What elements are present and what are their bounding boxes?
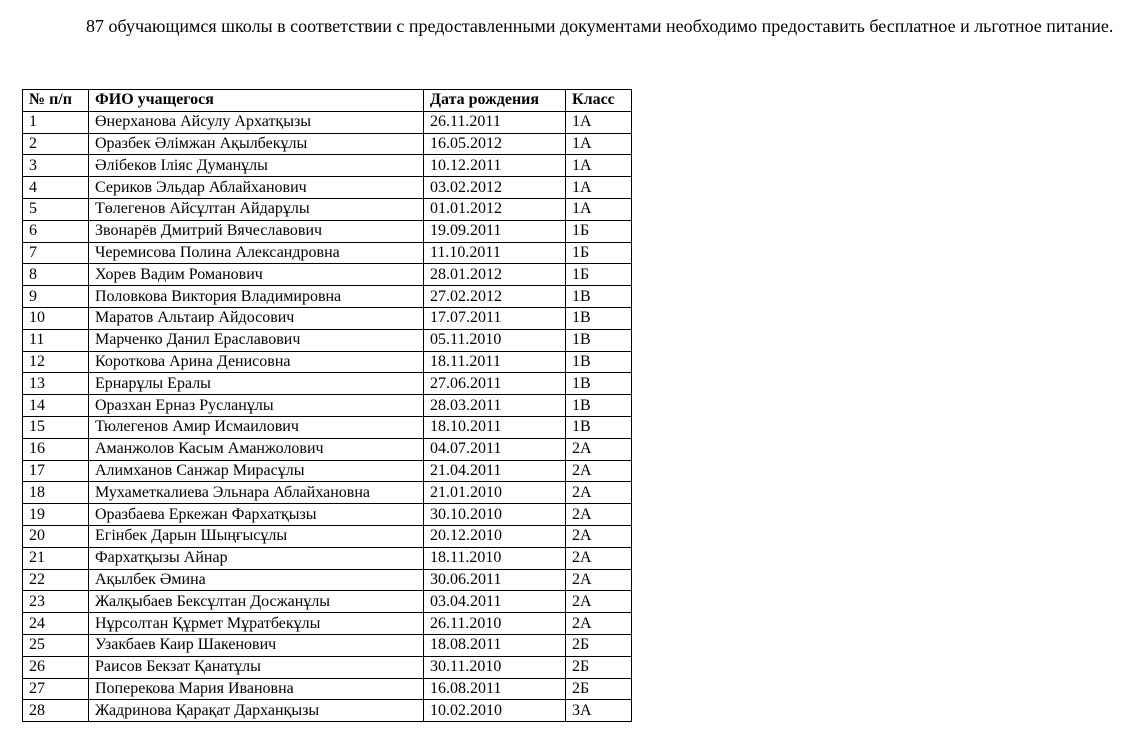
table-row: [23, 220, 632, 242]
table-row: [23, 329, 632, 351]
row-num: 14: [23, 395, 89, 417]
row-class: 2А: [566, 613, 632, 635]
table-row: [23, 111, 632, 133]
row-dob: 30.06.2011: [424, 569, 566, 591]
row-dob: 28.03.2011: [424, 395, 566, 417]
row-num: 10: [23, 307, 89, 329]
row-name: Оразбаева Еркежан Фархатқызы: [89, 504, 424, 526]
row-name: Аманжолов Касым Аманжолович: [89, 438, 424, 460]
row-num: 5: [23, 198, 89, 220]
row-dob: 30.10.2010: [424, 504, 566, 526]
row-name: Фархатқызы Айнар: [89, 547, 424, 569]
row-dob: 26.11.2010: [424, 613, 566, 635]
row-class: 1А: [566, 133, 632, 155]
row-name: Маратов Альтаир Айдосович: [89, 307, 424, 329]
table-header-row: [23, 90, 632, 112]
row-num: 7: [23, 242, 89, 264]
table-row: [23, 373, 632, 395]
row-num: 28: [23, 700, 89, 722]
row-num: 4: [23, 177, 89, 199]
row-class: 1В: [566, 329, 632, 351]
table-row: [23, 438, 632, 460]
row-dob: 30.11.2010: [424, 656, 566, 678]
row-name: Төлегенов Айсұлтан Айдарұлы: [89, 198, 424, 220]
row-class: 1А: [566, 155, 632, 177]
table-row: [23, 547, 632, 569]
row-class: 1Б: [566, 242, 632, 264]
row-class: 1В: [566, 286, 632, 308]
row-class: 1В: [566, 395, 632, 417]
row-dob: 17.07.2011: [424, 307, 566, 329]
row-num: 8: [23, 264, 89, 286]
row-num: 2: [23, 133, 89, 155]
row-dob: 01.01.2012: [424, 198, 566, 220]
row-name: Раисов Бекзат Қанатұлы: [89, 656, 424, 678]
table-row: [23, 155, 632, 177]
table-row: [23, 525, 632, 547]
row-class: 1Б: [566, 220, 632, 242]
table-row: [23, 264, 632, 286]
row-num: 6: [23, 220, 89, 242]
row-name: Мухаметкалиева Эльнара Аблайхановна: [89, 482, 424, 504]
row-class: 2А: [566, 504, 632, 526]
row-dob: 27.02.2012: [424, 286, 566, 308]
row-name: Жадринова Қарақат Дарханқызы: [89, 700, 424, 722]
row-dob: 27.06.2011: [424, 373, 566, 395]
table-row: [23, 133, 632, 155]
row-name: Егінбек Дарын Шыңғысұлы: [89, 525, 424, 547]
row-class: 2А: [566, 482, 632, 504]
row-num: 20: [23, 525, 89, 547]
header-num: № п/п: [23, 90, 89, 112]
row-class: 1В: [566, 373, 632, 395]
row-num: 1: [23, 111, 89, 133]
row-dob: 18.11.2010: [424, 547, 566, 569]
row-name: Тюлегенов Амир Исмаилович: [89, 416, 424, 438]
table-row: [23, 656, 632, 678]
row-num: 9: [23, 286, 89, 308]
table-row: [23, 177, 632, 199]
row-name: Нұрсолтан Құрмет Мұратбекұлы: [89, 613, 424, 635]
row-dob: 18.11.2011: [424, 351, 566, 373]
row-name: Алимханов Санжар Мирасұлы: [89, 460, 424, 482]
row-name: Өнерханова Айсулу Архатқызы: [89, 111, 424, 133]
table-row: [23, 460, 632, 482]
row-num: 26: [23, 656, 89, 678]
header-name: ФИО учащегося: [89, 90, 424, 112]
row-dob: 21.04.2011: [424, 460, 566, 482]
row-name: Оразхан Ерназ Русланұлы: [89, 395, 424, 417]
table-row: [23, 482, 632, 504]
row-num: 17: [23, 460, 89, 482]
row-dob: 11.10.2011: [424, 242, 566, 264]
row-class: 2А: [566, 547, 632, 569]
row-name: Поперекова Мария Ивановна: [89, 678, 424, 700]
row-name: Марченко Данил Ераславович: [89, 329, 424, 351]
row-num: 13: [23, 373, 89, 395]
row-name: Звонарёв Дмитрий Вячеславович: [89, 220, 424, 242]
row-dob: 04.07.2011: [424, 438, 566, 460]
table-row: [23, 242, 632, 264]
table-row: [23, 351, 632, 373]
row-class: 3А: [566, 700, 632, 722]
row-dob: 18.08.2011: [424, 634, 566, 656]
table-row: [23, 198, 632, 220]
row-dob: 18.10.2011: [424, 416, 566, 438]
row-dob: 16.08.2011: [424, 678, 566, 700]
row-num: 23: [23, 591, 89, 613]
header-dob: Дата рождения: [424, 90, 566, 112]
table-row: [23, 286, 632, 308]
row-num: 12: [23, 351, 89, 373]
row-name: Черемисова Полина Александровна: [89, 242, 424, 264]
row-dob: 20.12.2010: [424, 525, 566, 547]
row-dob: 21.01.2010: [424, 482, 566, 504]
table-row: [23, 678, 632, 700]
row-dob: 10.12.2011: [424, 155, 566, 177]
row-num: 21: [23, 547, 89, 569]
row-class: 2А: [566, 569, 632, 591]
row-name: Узакбаев Каир Шакенович: [89, 634, 424, 656]
row-class: 1Б: [566, 264, 632, 286]
row-num: 25: [23, 634, 89, 656]
intro-paragraph: 87 обучающимся школы в соответствии с предоставленными документами необходимо предоставить бесплатное и льготное питание.: [86, 16, 1114, 36]
header-class: Класс: [566, 90, 632, 112]
row-num: 11: [23, 329, 89, 351]
row-class: 2Б: [566, 634, 632, 656]
students-table-body: [23, 111, 632, 721]
row-num: 15: [23, 416, 89, 438]
table-row: [23, 307, 632, 329]
table-row: [23, 504, 632, 526]
row-dob: 28.01.2012: [424, 264, 566, 286]
table-row: [23, 700, 632, 722]
row-class: 1А: [566, 111, 632, 133]
row-name: Хорев Вадим Романович: [89, 264, 424, 286]
row-name: Половкова Виктория Владимировна: [89, 286, 424, 308]
table-row: [23, 613, 632, 635]
table-row: [23, 395, 632, 417]
row-name: Короткова Арина Денисовна: [89, 351, 424, 373]
table-row: [23, 569, 632, 591]
row-class: 1А: [566, 177, 632, 199]
row-dob: 05.11.2010: [424, 329, 566, 351]
row-class: 2А: [566, 460, 632, 482]
row-class: 1В: [566, 416, 632, 438]
row-dob: 10.02.2010: [424, 700, 566, 722]
row-num: 19: [23, 504, 89, 526]
row-name: Жалқыбаев Бексұлтан Досжанұлы: [89, 591, 424, 613]
row-num: 3: [23, 155, 89, 177]
row-dob: 19.09.2011: [424, 220, 566, 242]
row-dob: 26.11.2011: [424, 111, 566, 133]
row-class: 1А: [566, 198, 632, 220]
row-num: 18: [23, 482, 89, 504]
table-row: [23, 591, 632, 613]
row-class: 2А: [566, 591, 632, 613]
row-dob: 16.05.2012: [424, 133, 566, 155]
row-num: 24: [23, 613, 89, 635]
row-class: 2Б: [566, 678, 632, 700]
row-class: 2Б: [566, 656, 632, 678]
row-dob: 03.02.2012: [424, 177, 566, 199]
row-name: Оразбек Әлімжан Ақылбекұлы: [89, 133, 424, 155]
students-table: [22, 89, 632, 722]
row-name: Ақылбек Әмина: [89, 569, 424, 591]
row-num: 16: [23, 438, 89, 460]
row-num: 27: [23, 678, 89, 700]
row-name: Әлібеков Іліяс Думанұлы: [89, 155, 424, 177]
table-row: [23, 634, 632, 656]
row-class: 2А: [566, 438, 632, 460]
row-dob: 03.04.2011: [424, 591, 566, 613]
row-class: 1В: [566, 351, 632, 373]
row-name: Сериков Эльдар Аблайханович: [89, 177, 424, 199]
table-row: [23, 416, 632, 438]
row-num: 22: [23, 569, 89, 591]
row-name: Ернарұлы Ералы: [89, 373, 424, 395]
row-class: 1В: [566, 307, 632, 329]
row-class: 2А: [566, 525, 632, 547]
